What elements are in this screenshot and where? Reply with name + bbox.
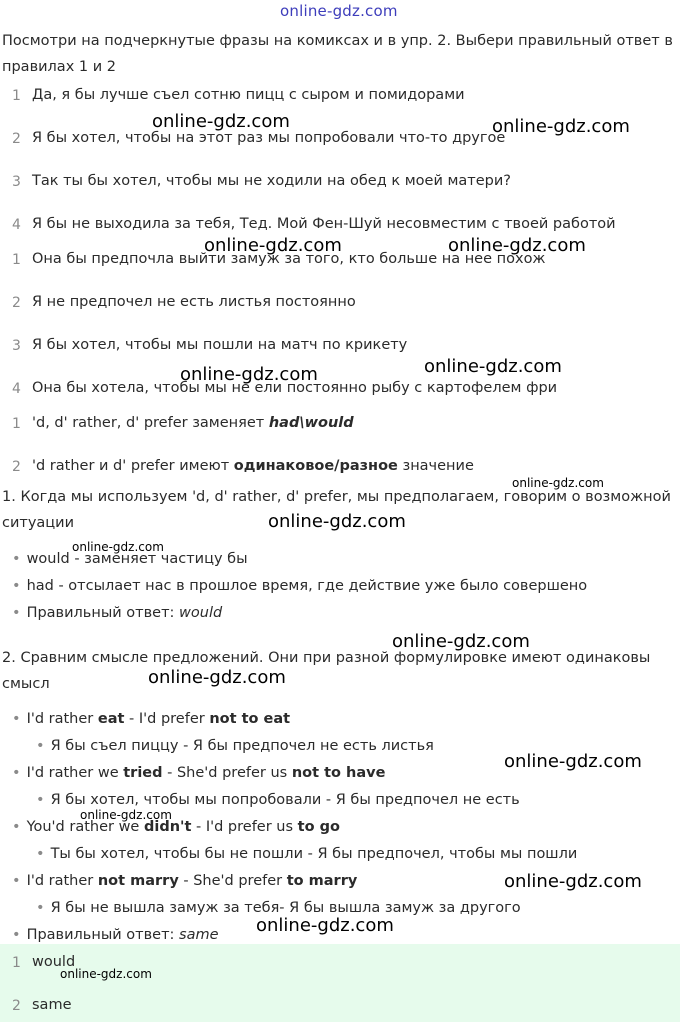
answer-label: Правильный ответ: [26,605,180,621]
pair-bold: to marry [286,873,358,889]
pair-bold: to go [297,819,340,835]
watermark: online-gdz.com [448,235,586,256]
watermark: online-gdz.com [256,915,394,936]
pair-text: - I'd prefer us [191,819,298,835]
translation-text: Я бы съел пиццу - Я бы предпочел не есть листья [50,738,434,754]
watermark: online-gdz.com [152,111,290,132]
phrase-number: 1 [12,88,21,104]
phrase-number: 4 [12,381,21,397]
pair-text: I'd rather [26,711,98,727]
watermark: online-gdz.com [512,476,604,490]
pair-text: - I'd prefer [124,711,210,727]
translation-text: Я бы не вышла замуж за тебя- Я бы вышла замуж за другого [50,900,521,916]
watermark: online-gdz.com [204,235,342,256]
watermark: online-gdz.com [148,667,286,688]
bullet-item: • Правильный ответ: would [12,605,223,621]
watermark: online-gdz.com [424,356,562,377]
explanation-2 [2,645,674,697]
pair-bold: not to have [291,765,386,781]
answer-number: 2 [12,998,21,1014]
phrase-text: Я бы хотел, чтобы на этот раз мы попробовали что-то другое [32,130,506,146]
answer-value: same [179,927,219,943]
pair-text: - She'd prefer [178,873,287,889]
pair-text: I'd rather [26,873,98,889]
task-text [2,28,674,80]
bullet-text: had - отсылает нас в прошлое время, где действие уже было совершено [26,578,588,594]
rule-1 [32,415,354,431]
answer-value: would [179,605,223,621]
bullet-item: • would - заменяет частицу бы [12,551,248,567]
answer-text: same [32,997,72,1013]
translation-text: Ты бы хотел, чтобы бы не пошли - Я бы предпочел, чтобы мы пошли [50,846,578,862]
watermark: online-gdz.com [72,540,164,554]
rule-1-choice: had\would [268,415,354,431]
pair-item: • You'd rather we didn't - I'd prefer us to go [12,819,340,835]
pair-text: You'd rather we [26,819,144,835]
phrase-number: 2 [12,131,21,147]
pair-item: • I'd rather not marry - She'd prefer to marry [12,873,358,889]
watermark: online-gdz.com [492,116,630,137]
pair-text: - She'd prefer us [162,765,292,781]
rule-number: 2 [12,459,21,475]
pair-text: I'd rather we [26,765,124,781]
bullet-item: • had - отсылает нас в прошлое время, где действие уже было совершено [12,578,588,594]
rule-2-suffix: значение [397,458,474,474]
phrase-text: Так ты бы хотел, чтобы мы не ходили на обед к моей матери? [32,173,512,189]
rule-2-text: 'd rather и d' prefer имеют [32,458,234,474]
translation-text: Я бы хотел, чтобы мы попробовали - Я бы предпочел не есть [50,792,520,808]
phrase-number: 3 [12,338,21,354]
phrase-number: 3 [12,174,21,190]
watermark: online-gdz.com [504,751,642,772]
phrase-text: Она бы хотела, чтобы мы не ели постоянно рыбу с картофелем фри [32,380,558,396]
rule-2-choice: одинаковое/разное [233,458,398,474]
watermark: online-gdz.com [80,808,172,822]
phrase-text: Да, я бы лучше съел сотню пицц с сыром и помидорами [32,87,465,103]
pair-translation: • Ты бы хотел, чтобы бы не пошли - Я бы предпочел, чтобы мы пошли [36,846,578,862]
explanation-1-line-1: 1. Когда мы используем 'd, d' rather, d' prefer, мы предполагаем, говорим о возможной [2,489,671,505]
rule-1-text: 'd, d' rather, d' prefer заменяет [32,415,269,431]
explanation-2-line-1: 2. Сравним смысле предложений. Они при разной формулировке имеют одинаковы [2,650,651,666]
rule-2 [32,458,474,474]
phrase-text: Я не предпочел не есть листья постоянно [32,294,356,310]
explanation-1-line-2: ситуации [2,515,75,531]
pair-translation: • Я бы не вышла замуж за тебя- Я бы вышла замуж за другого [36,900,521,916]
pair-bold: eat [97,711,125,727]
pair-bold: not to eat [209,711,291,727]
bullet-text: would - заменяет частицу бы [26,551,248,567]
task-line-1: Посмотри на подчеркнутые фразы на комиксах и в упр. 2. Выбери правильный ответ в [2,33,673,49]
rule-number: 1 [12,416,21,432]
pair-translation: • Я бы хотел, чтобы мы попробовали - Я бы предпочел не есть [36,792,520,808]
phrase-number: 1 [12,252,21,268]
pair-item: • I'd rather we tried - She'd prefer us not to have [12,765,386,781]
phrase-text: Я бы хотел, чтобы мы пошли на матч по крикету [32,337,408,353]
watermark-top: online-gdz.com [280,2,398,20]
pair-bold: tried [123,765,163,781]
pair-item: • I'd rather eat - I'd prefer not to eat [12,711,291,727]
watermark: online-gdz.com [392,631,530,652]
phrase-number: 4 [12,217,21,233]
answer-number: 1 [12,955,21,971]
answer-text: would [32,954,76,970]
phrase-text: Она бы предпочла выйти замуж за того, кто больше на нее похож [32,251,546,267]
phrase-text: Я бы не выходила за тебя, Тед. Мой Фен-Шуй несовместим с твоей работой [32,216,616,232]
watermark: online-gdz.com [60,967,152,981]
pair-translation: • Я бы съел пиццу - Я бы предпочел не есть листья [36,738,434,754]
explanation-2-line-2: смысл [2,676,50,692]
answer-box [0,944,680,1022]
pair-bold: didn't [143,819,192,835]
watermark: online-gdz.com [268,511,406,532]
watermark: online-gdz.com [180,364,318,385]
phrase-number: 2 [12,295,21,311]
task-line-2: правилах 1 и 2 [2,59,116,75]
bullet-item: • Правильный ответ: same [12,927,219,943]
answer-label: Правильный ответ: [26,927,180,943]
watermark: online-gdz.com [504,871,642,892]
pair-bold: not marry [97,873,179,889]
